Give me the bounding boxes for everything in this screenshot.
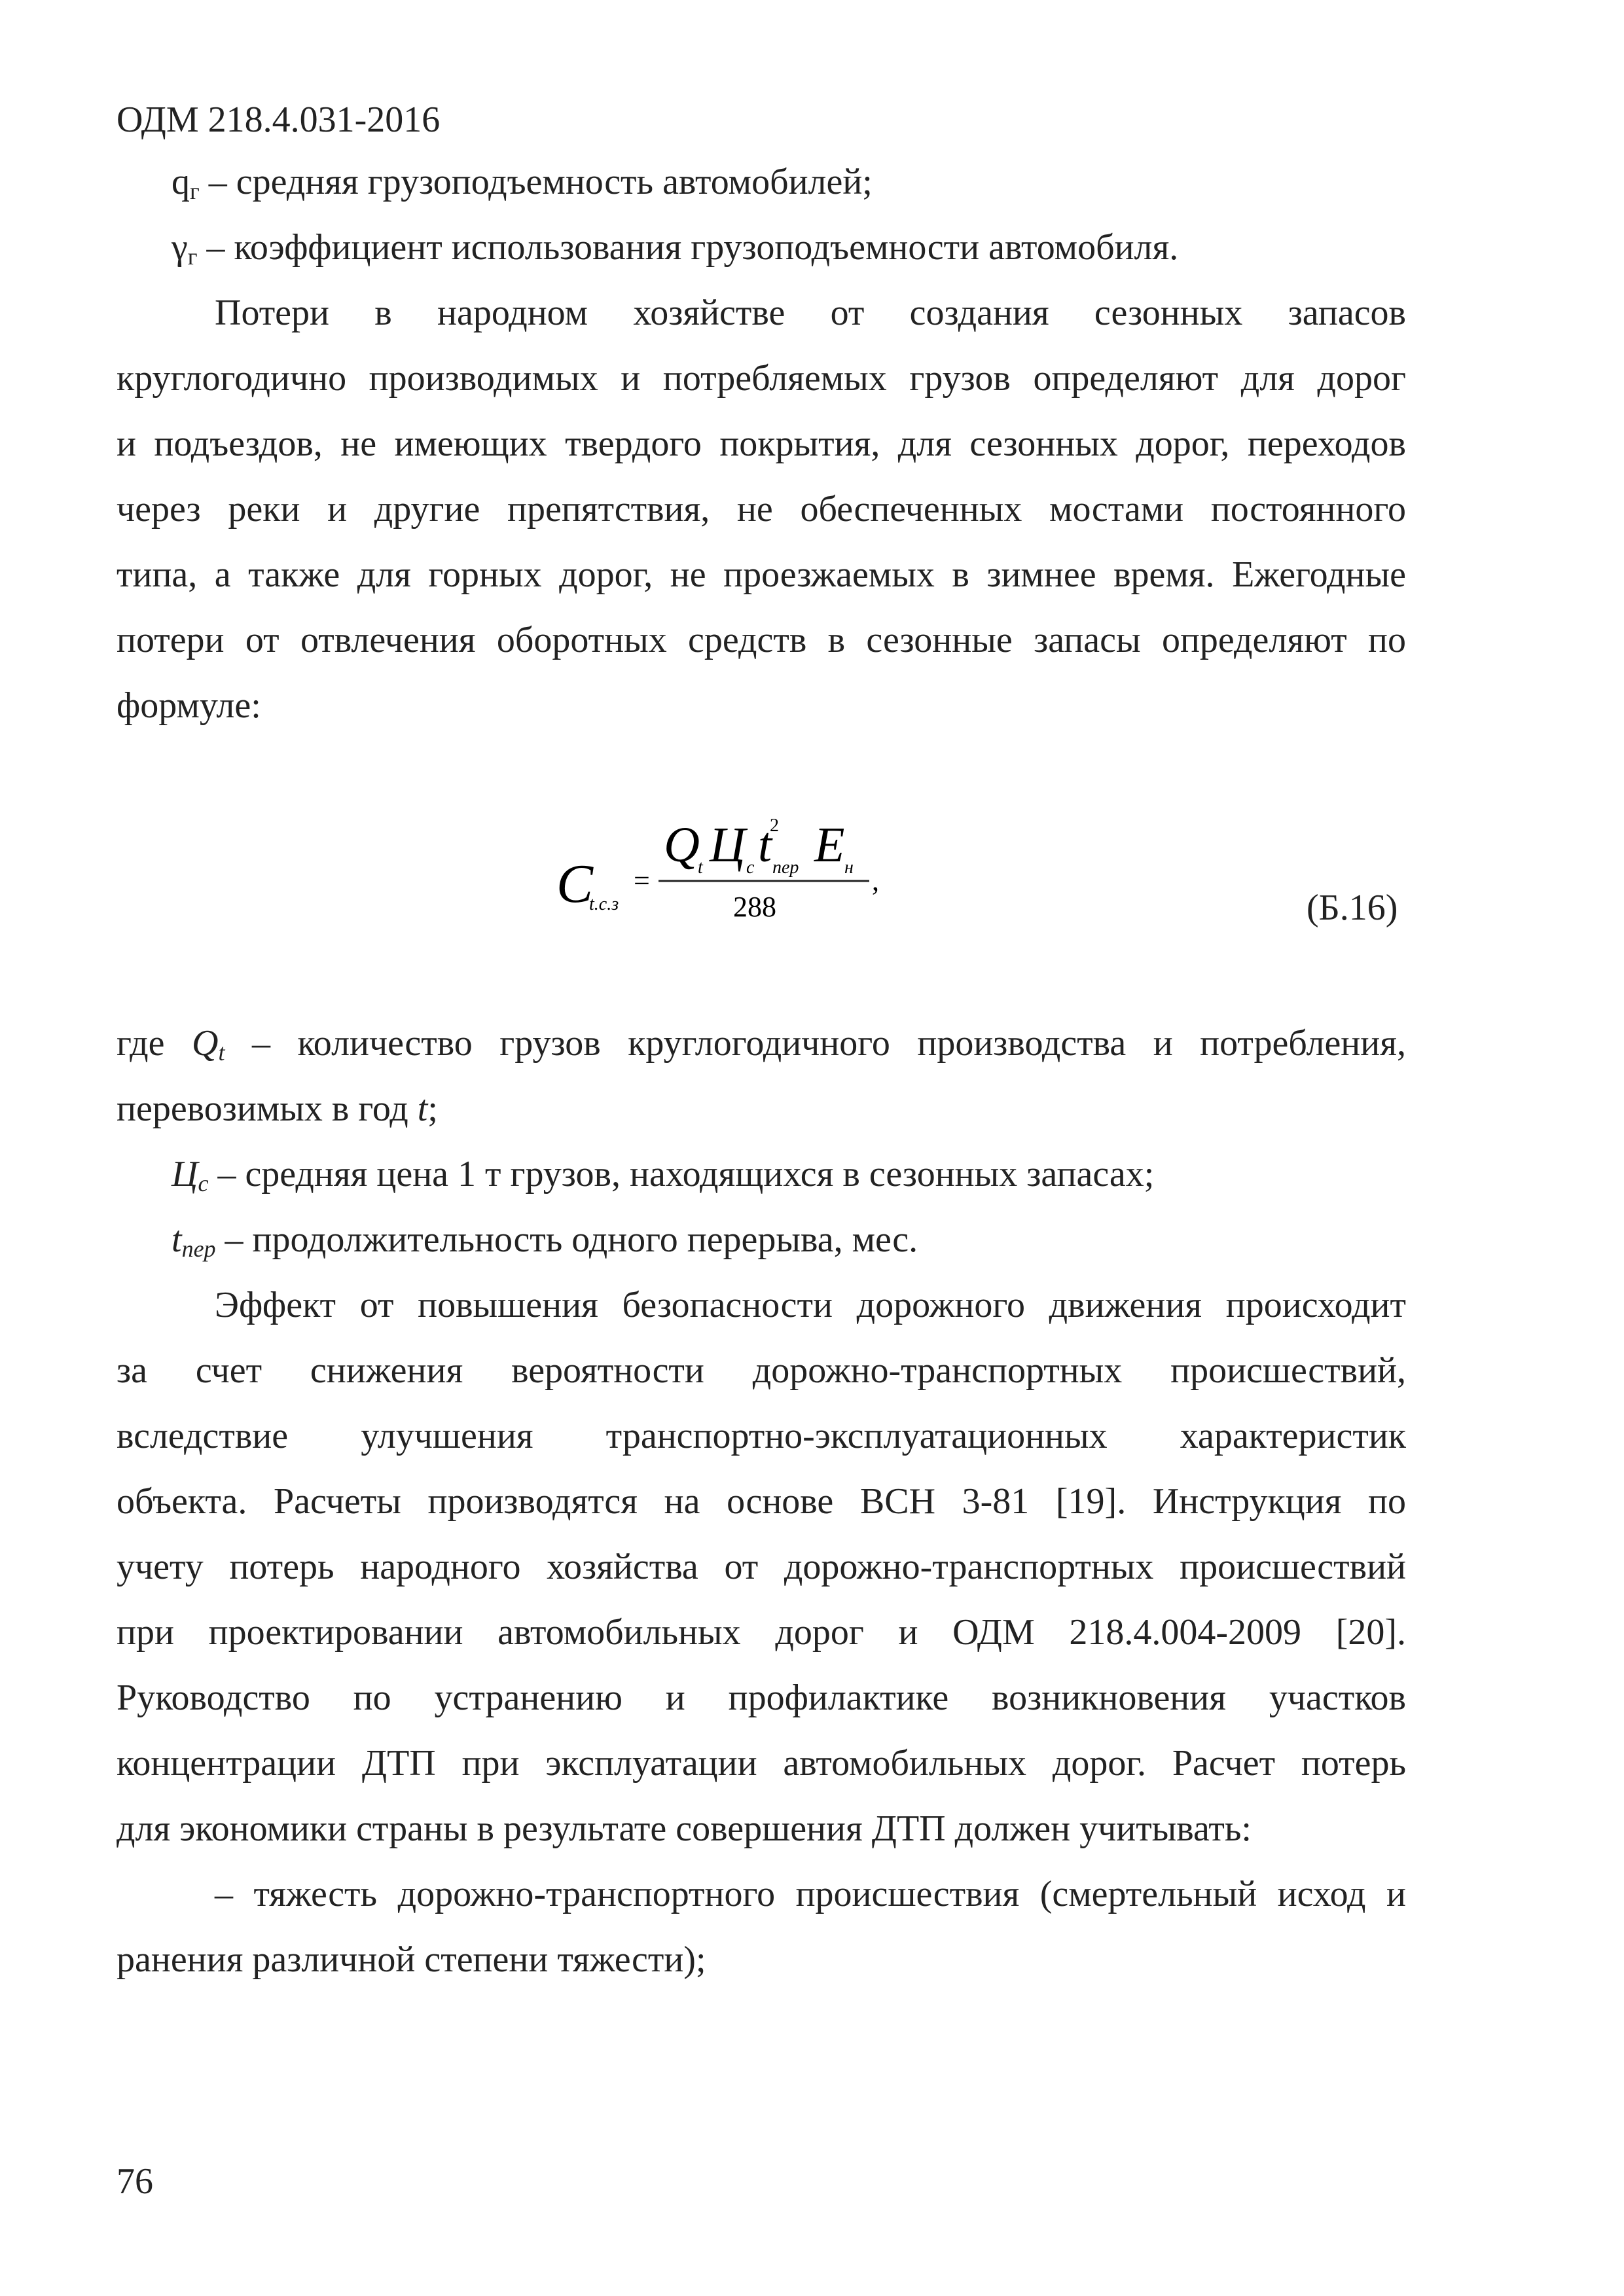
paragraph-line: формуле: (117, 685, 261, 726)
formula-equals: = (634, 865, 650, 897)
symbol-c: Ц (171, 1154, 198, 1194)
subscript: t (218, 1039, 225, 1066)
page-number: 76 (117, 2161, 153, 2202)
formula-t: t (758, 817, 772, 872)
formula-c-sub: с (746, 857, 755, 878)
where-line-1 (117, 1011, 1406, 1076)
symbol-gamma: γ (171, 227, 188, 268)
formula-e: E (814, 817, 845, 872)
paragraph-line: Потери в народном хозяйстве от создания сезонных запасов (215, 293, 1406, 333)
where-line-2 (117, 1076, 1406, 1141)
formula-t-sup: 2 (770, 816, 779, 836)
definition-duration (117, 1207, 1406, 1272)
paragraph-line: для экономики страны в результате совершения ДТП должен учитывать: (117, 1808, 1252, 1849)
symbol-Q: Q (192, 1023, 219, 1064)
definition-text: – продолжительность одного перерыва, мес. (215, 1219, 918, 1260)
document-code: ОДМ 218.4.031-2016 (117, 99, 441, 140)
formula-c: Ц (710, 817, 746, 872)
subscript: г (190, 178, 200, 204)
definition-text: – коэффициент использования грузоподъемности автомобиля. (197, 227, 1179, 268)
formula-q: Q (664, 817, 700, 872)
definition-text: перевозимых в год (117, 1088, 418, 1129)
subscript: пер (181, 1236, 216, 1262)
punctuation: ; (427, 1088, 438, 1129)
formula-denominator: 288 (733, 891, 776, 923)
definition-text: – количество грузов круглогодичного производства и потребления, (225, 1023, 1406, 1064)
where-prefix: где (117, 1023, 192, 1064)
paragraph-line: учету потерь народного хозяйства от дорожно-транспортных происшествий (117, 1547, 1406, 1587)
paragraph-line: при проектировании автомобильных дорог и ОДМ 218.4.004-2009 [20]. (117, 1612, 1406, 1653)
formula-t-sub: пер (772, 857, 799, 878)
symbol-t: t (171, 1219, 182, 1260)
definition-price (117, 1141, 1406, 1207)
paragraph-line: Руководство по устранению и профилактике возникновения участков (117, 1677, 1406, 1718)
formula-q-sub: t (698, 857, 703, 878)
definition-q (117, 149, 1406, 215)
paragraph-line: объекта. Расчеты производятся на основе ВСН 3-81 [19]. Инструкция по (117, 1481, 1406, 1522)
paragraph-line: типа, а также для горных дорог, не проезжаемых в зимнее время. Ежегодные (117, 554, 1406, 595)
definition-gamma (117, 215, 1406, 280)
symbol-q: q (171, 162, 190, 202)
definition-text: – средняя грузоподъемность автомобилей; (199, 162, 873, 202)
subscript: г (187, 243, 198, 270)
formula-e-sub: н (844, 857, 854, 878)
list-item-line: ранения различной степени тяжести); (117, 1939, 706, 1980)
equation-number: (Б.16) (1307, 888, 1398, 928)
paragraph-line: и подъездов, не имеющих твердого покрытия, для сезонных дорог, переходов (117, 423, 1406, 464)
formula-comma: , (872, 865, 879, 897)
paragraph-line: круглогодично производимых и потребляемых грузов определяют для дорог (117, 358, 1406, 399)
list-item-line: – тяжесть дорожно-транспортного происшествия (смертельный исход и (215, 1874, 1406, 1914)
definition-text: – средняя цена 1 т грузов, находящихся в сезонных запасах; (208, 1154, 1155, 1194)
symbol-t: t (417, 1088, 428, 1129)
paragraph-line: за счет снижения вероятности дорожно-транспортных происшествий, (117, 1350, 1406, 1391)
paragraph-line: через реки и другие препятствия, не обеспеченных мостами постоянного (117, 489, 1406, 529)
formula-b16 (556, 792, 1015, 949)
formula-lhs-sub: t.c.з (589, 894, 619, 914)
paragraph-line: концентрации ДТП при эксплуатации автомобильных дорог. Расчет потерь (117, 1743, 1406, 1784)
paragraph-line: Эффект от повышения безопасности дорожного движения происходит (215, 1285, 1406, 1325)
paragraph-line: потери от отвлечения оборотных средств в сезонные запасы определяют по (117, 620, 1406, 660)
paragraph-line: вследствие улучшения транспортно-эксплуатационных характеристик (117, 1416, 1406, 1456)
subscript: с (198, 1170, 209, 1196)
formula-lhs: C (556, 853, 594, 914)
